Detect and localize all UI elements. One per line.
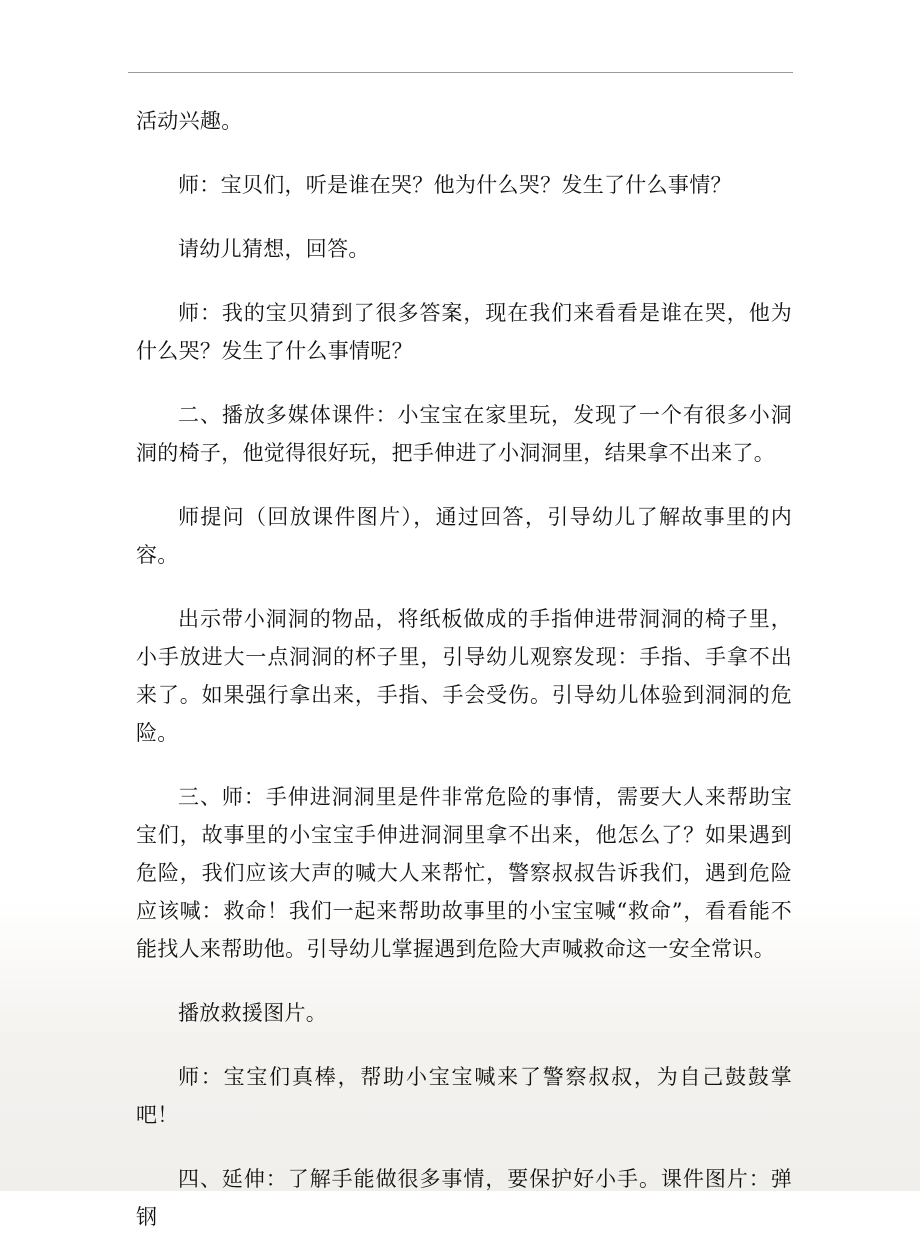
- paragraph-5: 二、播放多媒体课件：小宝宝在家里玩，发现了一个有很多小洞洞的椅子，他觉得很好玩，把手伸进了小洞洞里，结果拿不出来了。: [136, 403, 792, 465]
- paragraph-10: 师：宝宝们真棒，帮助小宝宝喊来了警察叔叔，为自己鼓鼓掌吧！: [136, 1065, 792, 1127]
- document-body: [136, 102, 792, 1236]
- paragraph-1: 活动兴趣。: [136, 109, 243, 133]
- paragraph-7: 出示带小洞洞的物品，将纸板做成的手指伸进带洞洞的椅子里，小手放进大一点洞洞的杯子里，引导幼儿观察发现：手指、手拿不出来了。如果强行拿出来，手指、手会受伤。引导幼儿体验到洞洞的危险。: [136, 607, 792, 745]
- paragraph-3: 请幼儿猜想，回答。: [178, 237, 370, 261]
- paragraph-9: 播放救援图片。: [178, 1001, 328, 1025]
- paragraph-4: 师：我的宝贝猜到了很多答案，现在我们来看看是谁在哭，他为什么哭？发生了什么事情呢？: [136, 301, 792, 363]
- paragraph-8: 三、师：手伸进洞洞里是件非常危险的事情，需要大人来帮助宝宝们，故事里的小宝宝手伸进洞洞里拿不出来，他怎么了？如果遇到危险，我们应该大声的喊大人来帮忙，警察叔叔告诉我们，遇到危险应该喊：救命！我们一起来帮助故事里的小宝宝喊“救命”，看看能不能找人来帮助他。引导幼儿掌握遇到危险大声喊救命这一安全常识。: [136, 785, 792, 961]
- header-rule: [128, 72, 793, 73]
- paragraph-2: 师：宝贝们，听是谁在哭？他为什么哭？发生了什么事情？: [178, 173, 732, 197]
- paragraph-11: 四、延伸：了解手能做很多事情，要保护好小手。课件图片：弹钢: [136, 1167, 792, 1229]
- paragraph-6: 师提问（回放课件图片），通过回答，引导幼儿了解故事里的内容。: [136, 505, 792, 567]
